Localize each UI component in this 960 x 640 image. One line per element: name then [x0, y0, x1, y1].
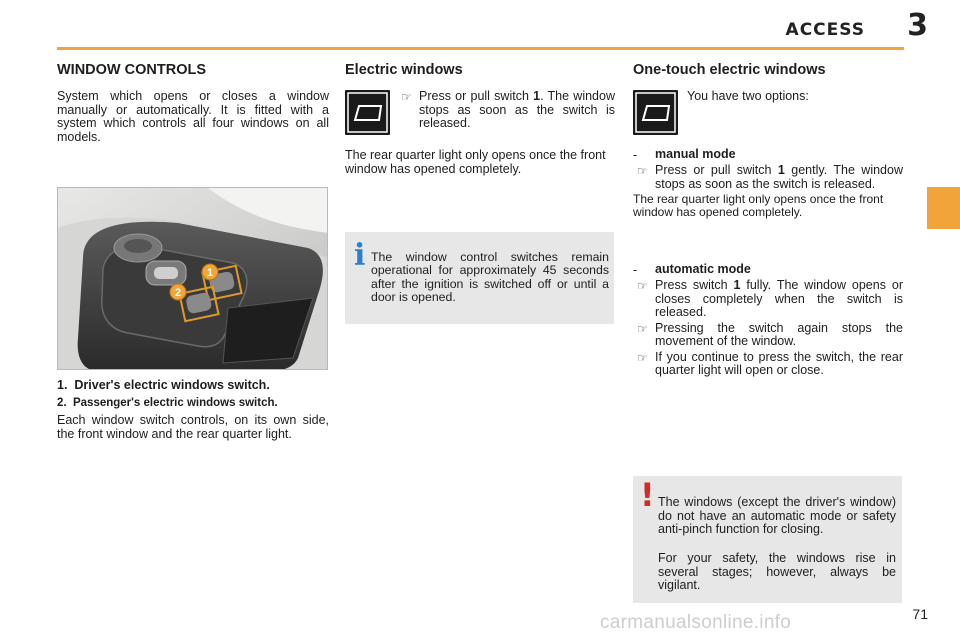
- door-panel-illustration: [58, 188, 328, 370]
- hand-pointer-icon: ☞: [637, 350, 648, 365]
- info-text: The window control switches remain operational for approximately 45 seconds after the ignition is switched off or until a door is opened.: [371, 250, 609, 304]
- automatic-mode-label: automatic mode: [655, 262, 751, 276]
- rear-quarter-note: The rear quarter light only opens once the front window has opened completely.: [345, 148, 606, 176]
- info-box: [345, 232, 614, 324]
- hand-pointer-icon: ☞: [637, 321, 648, 336]
- chapter-tab: [927, 187, 960, 229]
- automatic-mode-instruction-1: Press switch 1 fully. The window opens or closes completely when the switch is released.: [655, 278, 903, 319]
- hand-pointer-icon: ☞: [637, 164, 648, 178]
- door-switch-photo: [57, 187, 328, 370]
- watermark: carmanualsonline.info: [600, 612, 792, 633]
- window-switch-icon-2: [633, 90, 678, 135]
- one-touch-heading: One-touch electric windows: [633, 62, 826, 78]
- options-text: You have two options:: [687, 89, 809, 103]
- one-touch-section: One-touch electric windows You have two options: - manual mode ☞ Press or pull switch 1 gently. The window stops as soon as the switch is released. The rear quarter light only opens once the front window has opened completely. - automatic mode ☞ Press switch 1 fully. The window opens or closes completely when the switch is released. ☞ Pressing the switch again stops the movement of the window. ☞ If you continue to press the switch, the rear quarter light will open or close.: [633, 62, 903, 377]
- info-icon: i: [354, 238, 366, 273]
- manual-mode-label: manual mode: [655, 147, 736, 161]
- callout-2: 2: [174, 287, 182, 299]
- warning-icon: !: [640, 476, 655, 514]
- window-switch-icon: [345, 90, 390, 135]
- section-title: ACCESS: [785, 20, 865, 40]
- electric-windows-heading: Electric windows: [345, 62, 463, 78]
- page-number: 71: [912, 606, 928, 622]
- automatic-mode-instruction-3: If you continue to press the switch, the rear quarter light will open or close.: [655, 349, 903, 377]
- switch-description: Each window switch controls, on its own side, the front window and the rear quarter light.: [57, 413, 329, 441]
- electric-windows-section: [345, 58, 617, 176]
- warning-box: [633, 476, 902, 603]
- manual-rear-note: The rear quarter light only opens once the front window has opened completely.: [633, 192, 884, 219]
- window-controls-heading: WINDOW CONTROLS: [57, 62, 207, 78]
- chapter-number: 3: [907, 8, 928, 43]
- legend-item-2: 2. Passenger's electric windows switch.: [57, 397, 278, 409]
- hand-pointer-icon: ☞: [401, 90, 412, 104]
- window-controls-section: [57, 58, 329, 144]
- warning-text-2: For your safety, the windows rise in several stages; however, always be vigilant.: [658, 551, 896, 592]
- legend-item-1: 1. Driver's electric windows switch.: [57, 378, 270, 392]
- manual-mode-instruction: Press or pull switch 1 gently. The window stops as soon as the switch is released.: [655, 163, 903, 191]
- header-rule: [57, 47, 904, 50]
- figure-legend: [57, 378, 329, 441]
- window-controls-intro: System which opens or closes a window manually or automatically. It is fitted with a system which controls all four windows on all models.: [57, 89, 329, 144]
- electric-windows-instruction: Press or pull switch 1. The window stops as soon as the switch is released.: [419, 89, 615, 130]
- callout-1: 1: [206, 267, 214, 279]
- hand-pointer-icon: ☞: [637, 279, 648, 293]
- automatic-mode-instruction-2: Pressing the switch again stops the movement of the window.: [655, 320, 903, 348]
- warning-text-1: The windows (except the driver's window) do not have an automatic mode or safety anti-pinch function for closing.: [658, 495, 896, 536]
